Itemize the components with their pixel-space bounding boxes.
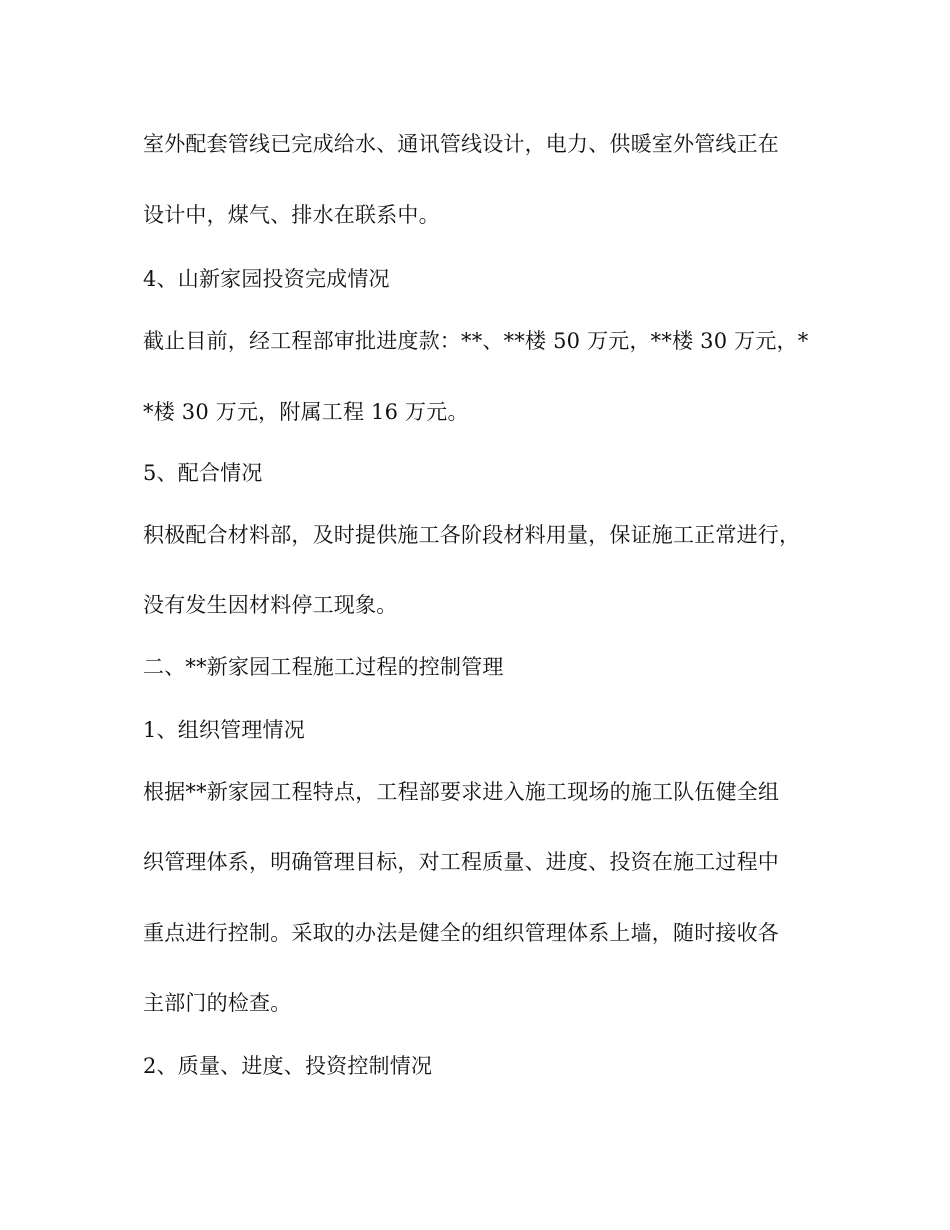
paragraph-line: 重点进行控制。采取的办法是健全的组织管理体系上墙，随时接收各: [143, 921, 779, 945]
paragraph-line: 设计中，煤气、排水在联系中。: [143, 203, 440, 227]
section-heading: 1、组织管理情况: [143, 718, 305, 742]
paragraph-line: 室外配套管线已完成给水、通讯管线设计，电力、供暖室外管线正在: [143, 132, 779, 156]
section-heading: 4、山新家园投资完成情况: [143, 267, 390, 291]
section-heading: 2、质量、进度、投资控制情况: [143, 1054, 433, 1078]
paragraph-line: 织管理体系，明确管理目标，对工程质量、进度、投资在施工过程中: [143, 850, 779, 874]
paragraph-line: 主部门的检查。: [143, 991, 292, 1015]
paragraph-line: 截止目前，经工程部审批进度款：**、**楼 50 万元，**楼 30 万元，*: [143, 329, 809, 353]
section-heading: 二、**新家园工程施工过程的控制管理: [143, 655, 504, 679]
paragraph-line: 根据**新家园工程特点，工程部要求进入施工现场的施工队伍健全组: [143, 780, 780, 804]
paragraph-line: 没有发生因材料停工现象。: [143, 593, 398, 617]
section-heading: 5、配合情况: [143, 461, 263, 485]
paragraph-line: 积极配合材料部，及时提供施工各阶段材料用量，保证施工正常进行，: [143, 523, 801, 547]
paragraph-line: *楼 30 万元，附属工程 16 万元。: [143, 400, 469, 424]
